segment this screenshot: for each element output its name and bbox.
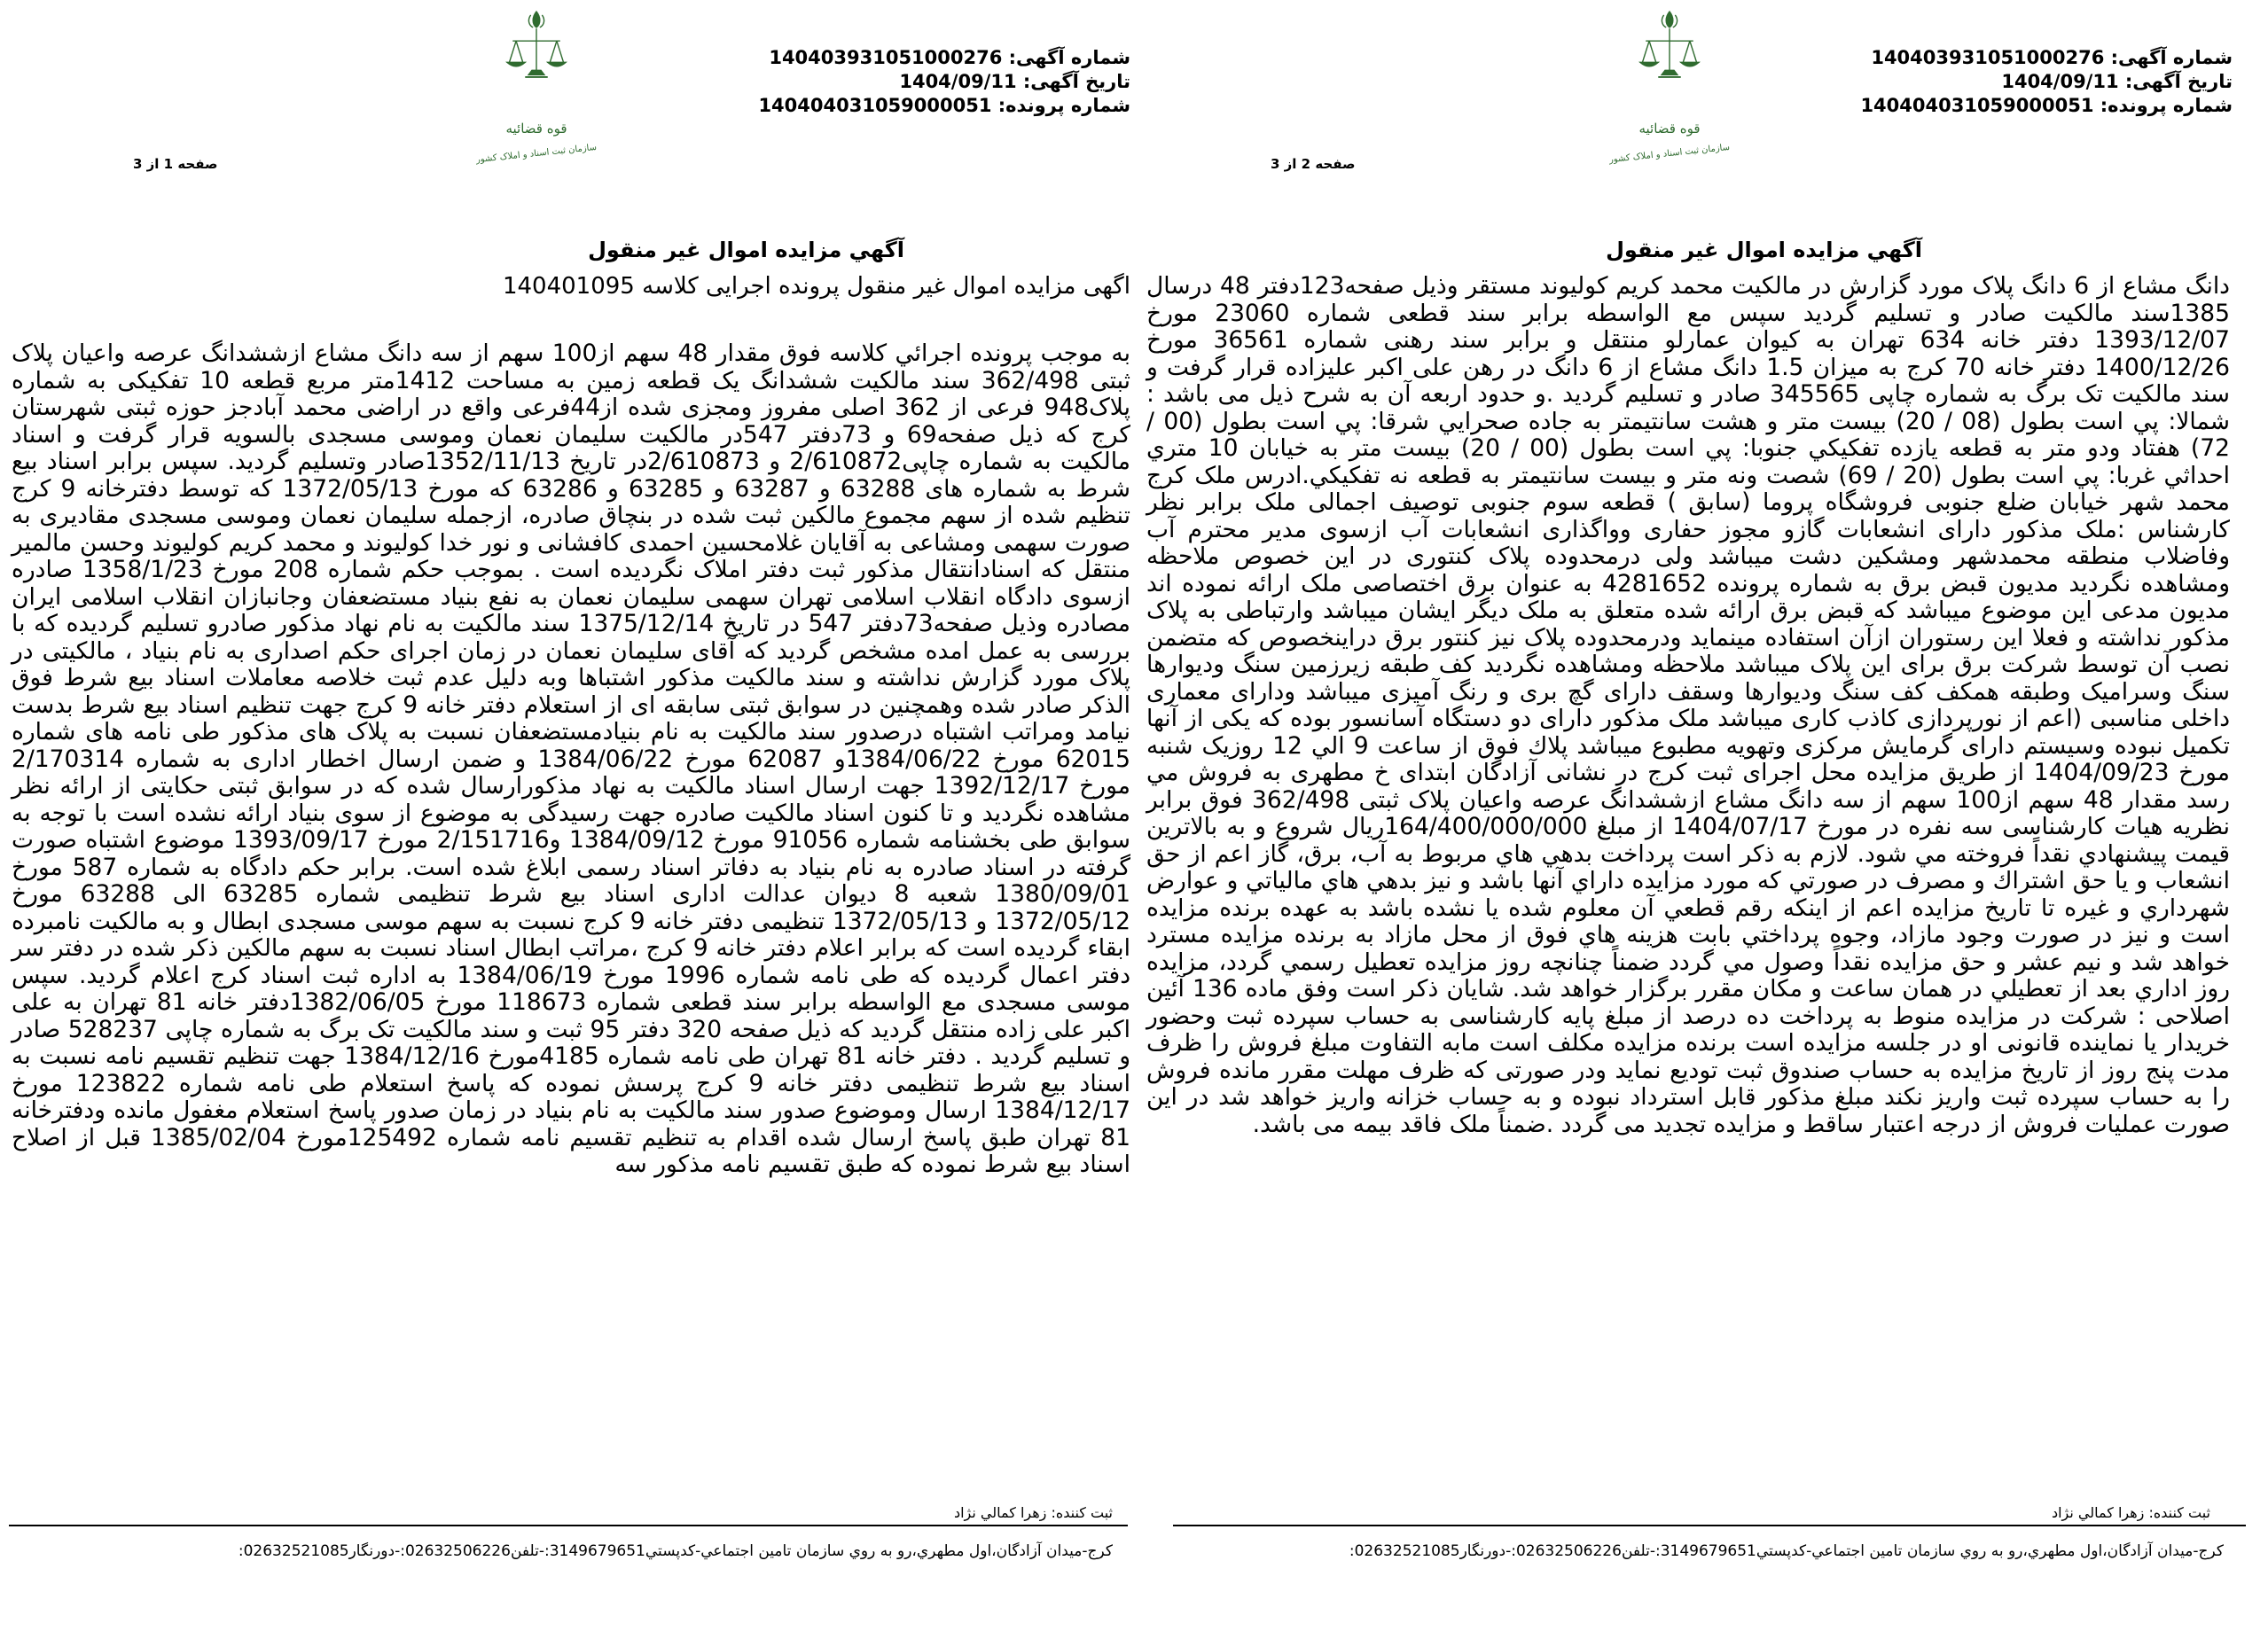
- notice-title: آگهي مزايده اموال غير منقول: [588, 238, 904, 262]
- emblem-subtitle: سازمان ثبت اسناد و املاک کشور: [475, 142, 598, 166]
- notice-meta: [1860, 46, 2233, 118]
- notice-subtitle: اگهی مزایده اموال غیر منقول پرونده اجرایی کلاسه 140401095: [502, 273, 1130, 300]
- footer-address: کرج-میدان آزادگان،اول مطهري،رو به روي سازمان تامين اجتماعي-کدپستي3149679651:-تلفن02632506226:-دورنگار02632521085:: [238, 1542, 1113, 1560]
- notice-body: به موجب پرونده اجرائي كلاسه فوق مقدار 48 سهم از100 سهم از سه دانگ مشاع ازششدانگ عرصه واعیان پلاک ثبتی 362/498 سند مالکیت ششدانگ یک قطعه زمین به مساحت 1412متر مربع قطعه 10 تفکیکی به شماره پلاک948 فرعی از 362 اصلی مفروز ومجزی شده از44فرعی واقع در اراضی محمد آبادجز حوزه ثبتی شهرستان کرج که ذیل صفحه69 و 73دفتر 547در مالکیت سلیمان نعمان وموسی مسجدی بالسویه قرار گرفت و اسناد مالکیت به شماره چاپی2/610872 و 2/610873در تاریخ 1352/11/13صادر وتسلیم گردید. سپس برابر اسناد بیع شرط به شماره های 63288 و 63287 و 63285 و 63286 که مورخ 1372/05/13 که توسط دفترخانه 9 کرج تنظیم شده از سهم مجموع مالکین ثبت شده در بنچاق صادره، ازجمله سلیمان نعمان وموسی مسجدی مقادیری به صورت سهمی ومشاعی به آقایان غلامحسین احمدی کافشانی و نور خدا کولیوند و محمد کریم کولیوند وحسن مالمیر منتقل که اسنادانتقال مذکور ثبت دفتر املاک نگردیده است . بموجب حکم شماره 208 مورخ 1358/1/23 صادره ازسوی دادگاه انقلاب اسلامی تهران سهمی سلیمان نعمان به نفع بنیاد مستضعفان وجانبازان انقلاب اسلامی ایران مصادره وذیل صفحه73دفتر 547 در تاریخ 1375/12/14 سند مالکیت به نام نهاد مذکور صادرو تسلیم گردیده که با بررسی به عمل امده مشخص گردید که آقای سلیمان نعمان در زمان اجرای حکم اصداری به نام بنیاد ، مالکیتی در پلاک مورد گزارش نداشته و سند مالکیت مذکور اشتباها وبه دلیل عدم ثبت خلاصه معاملات اسناد بیع شرط فوق الذکر صادر شده وهمچنین در سوابق ثبتی سابقه ای از استعلام دفتر خانه 9 کرج جهت تنظیم اسناد بیع شرط بدست نیامد ومراتب اشتباه درصدور سند مالکیت به نام بنیادمستضعفان نسبت به پلاک های مذکور طی نامه های شماره 62015 مورخ 1384/06/22و 62087 مورخ 1384/06/22 و ضمن ارسال اخطار اداری به شماره 2/170314 مورخ 1392/12/17 جهت ارسال اسناد مالکیت به نهاد مذکورارسال شده که در سوابق ثبتی حکایتی از ارائه نظر مشاهده نگردید و تا کنون اسناد مالکیت صادره جهت رسیدگی به موضوع از سوی بنیاد ارائه نشده است با توجه به سوابق طی بخشنامه شماره 91056 مورخ 1384/09/12 و2/151716 مورخ 1393/09/17 موضوع اشتباه صورت گرفته در اسناد صادره به نام بنیاد به دفاتر اسناد رسمی ابلاغ شده است. برابر حکم دادگاه به شماره 587 مورخ 1380/09/01 شعبه 8 دیوان عدالت اداری اسناد بیع شرط تنظیمی شماره 63285 الی 63288 مورخ 1372/05/12 و 1372/05/13 تنظیمی دفتر خانه 9 کرج نسبت به سهم موسی مسجدی ابطال و به مالکیت نامبرده ابقاء گردیده است که برابر اعلام دفتر خانه 9 کرج ،مراتب ابطال اسناد نسبت به سهم مالکین ذکر شده در دفتر سر دفتر اعمال گردیده که طی نامه شماره 1996 مورخ 1384/06/19 به اداره ثبت اسناد کرج اعلام گردید. سپس موسی مسجدی مع الواسطه برابر سند قطعی شماره 118673 مورخ 1382/06/05دفتر خانه 81 تهران به علی اکبر علی زاده منتقل گردید که ذیل صفحه 320 دفتر 95 ثبت و سند مالکیت تک برگ به شماره چاپی 528237 صادر و تسلیم گردید . دفتر خانه 81 تهران طی نامه شماره 4185مورخ 1384/12/16 جهت تنظیم تقسیم نامه نسبت به اسناد بیع شرط تنظیمی دفتر خانه 9 کرج پرسش نموده که پاسخ استعلام طی نامه شماره 123822 مورخ 1384/12/17 ارسال وموضوع صدور سند مالکیت به نام بنیاد در زمان صدور پاسخ استعلام مغفول مانده ودفترخانه 81 تهران طبق پاسخ ارسال شده اقدام به تنظیم تقسیم نامه شماره 125492مورخ 1385/02/04 قبل از اصلاح اسناد بیع شرط نموده که طبق تقسیم نامه مذکور سه: [12, 339, 1131, 1178]
- footer-divider: [1173, 1525, 2246, 1526]
- footer-divider: [9, 1525, 1128, 1526]
- signer: ثبت کننده: زهرا کمالي نژاد: [2051, 1504, 2210, 1521]
- ad-date: تاریخ آگهی: 1404/09/11: [2001, 71, 2233, 92]
- notice-body: دانگ مشاع از 6 دانگ پلاک مورد گزارش در مالکیت محمد کریم کولیوند مستقر وذیل صفحه123دفتر 48 درسال 1385سند مالکیت صادر و تسلیم گردید سپس مع الواسطه برابر سند قطعی شماره 23060 مورخ 1393/12/07 دفتر خانه 634 تهران به کیوان عمارلو منتقل و برابر سند رهنی شماره 36561 مورخ 1400/12/26 دفتر خانه 70 کرج به میزان 1.5 دانگ مشاع از 6 دانگ در رهن علی اکبر علیزاده قرار گرفت و سند مالکیت تک برگ به شماره چاپی 345565 صادر و تسلیم گردید .و حدود اربعه آن به شرح ذیل می باشد : شمالا: پي است بطول (08 / 20) بيست متر و هشت سانتيمتر به جاده صحرايي شرقا: پي است بطول (00 / 72) هفتاد ودو متر به قطعه يازده تفكيكي جنوبا: پي است بطول (00 / 20) بيست متر به خيابان 10 متري احداثي غربا: پي است بطول (20 / 69) شصت ونه متر و بيست سانتيمتر به قطعه نه تفكيكي.ادرس ملک کرج محمد شهر خیابان ضلع جنوبی فروشگاه پروما (سابق ) قطعه سوم جنوبی توصیف اجمالی ملک برابر نظر کارشناس :ملک مذکور دارای انشعابات گازو مجوز حفاری وواگذاری انشعابات آب ازسوی مدیر محترم آب وفاضلاب منطقه محمدشهر ومشکین دشت میباشد ولی درمحدوده پلاک کنتوری در این خصوص ملاحظه ومشاهده نگردید مدیون قبض برق به شماره پرونده 4281652 به عنوان برق اختصاصی ملک ارائه نموده اند مدیون مدعی این موضوع میباشد که قبض برق ارائه شده متعلق به ملک دیگر ایشان میباشد وارتباطی به پلاک مذکور نداشته و فعلا این رستوران ازآن استفاده مینماید ودرمحدوده پلاک نیز کنتور برق دراینخصوص که متضمن نصب آن توسط شرکت برق برای این پلاک میباشد ملاحظه ومشاهده نگردید کف طبقه زیرزمین سنگ ودیوارها سنگ وسرامیک وطبقه همکف کف سنگ ودیوارها وسقف دارای گچ بری و رنگ آمیزی میباشد ودارای معماری داخلی مناسبی (اعم از نورپردازی کاذب کاری میباشد ملک مذکور دارای دو دستگاه آسانسور بوده که یکی از آنها تکمیل نبوده وسیستم دارای گرمایش مرکزی وتهویه مطبوع میباشد پلاك فوق از ساعت 9 الي 12 روزيک شنبه مورخ 1404/09/23 از طريق مزايده محل اجرای ثبت کرج در نشانی آزادگان ابتدای خ مطهری به فروش مي رسد مقدار 48 سهم از100 سهم از سه دانگ مشاع ازششدانگ عرصه واعیان پلاک ثبتی 362/498 فوق برابر نظريه هيات كارشناسی سه نفره در مورخ 1404/07/17 از مبلغ 164/400/000/000ريال شروع و به بالاترين قيمت پيشنهادي نقداً فروخته مي شود. لازم به ذكر است پرداخت بدهي هاي مربوط به آب، برق، گاز اعم از حق انشعاب و يا حق اشتراك و مصرف در صورتي كه مورد مزايده داراي آنها باشد و نيز بدهي هاي مالياتي و عوارض شهرداري و غيره تا تاريخ مزايده اعم از اينكه رقم قطعي آن معلوم شده يا نشده باشد به عهده برنده مزايده است و نيز در صورت وجود مازاد، وجوه پرداختي بابت هزينه هاي فوق از محل مازاد به برنده مزايده مسترد خواهد شد و نيم عشر و حق مزايده نقداً وصول مي گردد ضمناً چنانچه روز مزايده تعطيل رسمي گردد، مزايده روز اداري بعد از تعطيلي در همان ساعت و مكان مقرر برگزار خواهد شد. شایان ذکر است وفق ماده 136 آئین اصلاحی : شرکت در مزایده منوط به پرداخت ده درصد از مبلغ پایه کارشناسی به حساب سپرده ثبت وحضور خریدار یا نماینده قانونی او در جلسه مزایده است برنده مزایده مکلف است مابه التفاوت مبلغ فروش را ظرف مدت پنج روز از تاریخ مزایده به حساب صندوق ثبت تودیع نماید ودر صورتی که ظرف مهلت مقرر مانده فروش را به حساب سپرده ثبت واریز نکند مبلغ مذکور قابل استرداد نبوده و به حساب خزانه واریز خواهد شد در این صورت عملیات فروش از درجه اعتبار ساقط و مزایده تجدید می گردد .ضمناً ملک فاقد بیمه می باشد.: [1146, 272, 2231, 1138]
- judiciary-emblem: [475, 7, 598, 202]
- footer-address: کرج-میدان آزادگان،اول مطهري،رو به روي سازمان تامين اجتماعي-کدپستي3149679651:-تلفن02632506226:-دورنگار02632521085:: [1349, 1542, 2224, 1560]
- ad-number: شماره آگهی: 140403931051000276: [769, 47, 1130, 68]
- notice-title: آگهي مزايده اموال غير منقول: [1606, 238, 1922, 262]
- signer: ثبت کننده: زهرا کمالي نژاد: [953, 1504, 1113, 1521]
- ad-number: شماره آگهی: 140403931051000276: [1871, 47, 2233, 68]
- notice-meta: [758, 46, 1130, 118]
- page-number: صفحه 1 از 3: [133, 156, 218, 172]
- notice-page-2: [1138, 0, 2255, 1631]
- scales-icon: [1616, 7, 1723, 131]
- notice-page-1: [0, 0, 1130, 1631]
- case-number: شماره پرونده: 140404031059000051: [758, 95, 1130, 116]
- scales-icon: [483, 7, 590, 131]
- ad-date: تاریخ آگهی: 1404/09/11: [899, 71, 1130, 92]
- page-number: صفحه 2 از 3: [1271, 156, 1356, 172]
- emblem-title: قوه قضائیه: [505, 121, 567, 137]
- emblem-title: قوه قضائیه: [1638, 121, 1701, 137]
- case-number: شماره پرونده: 140404031059000051: [1860, 95, 2233, 116]
- judiciary-emblem: [1608, 7, 1731, 202]
- emblem-subtitle: سازمان ثبت اسناد و املاک کشور: [1608, 142, 1731, 166]
